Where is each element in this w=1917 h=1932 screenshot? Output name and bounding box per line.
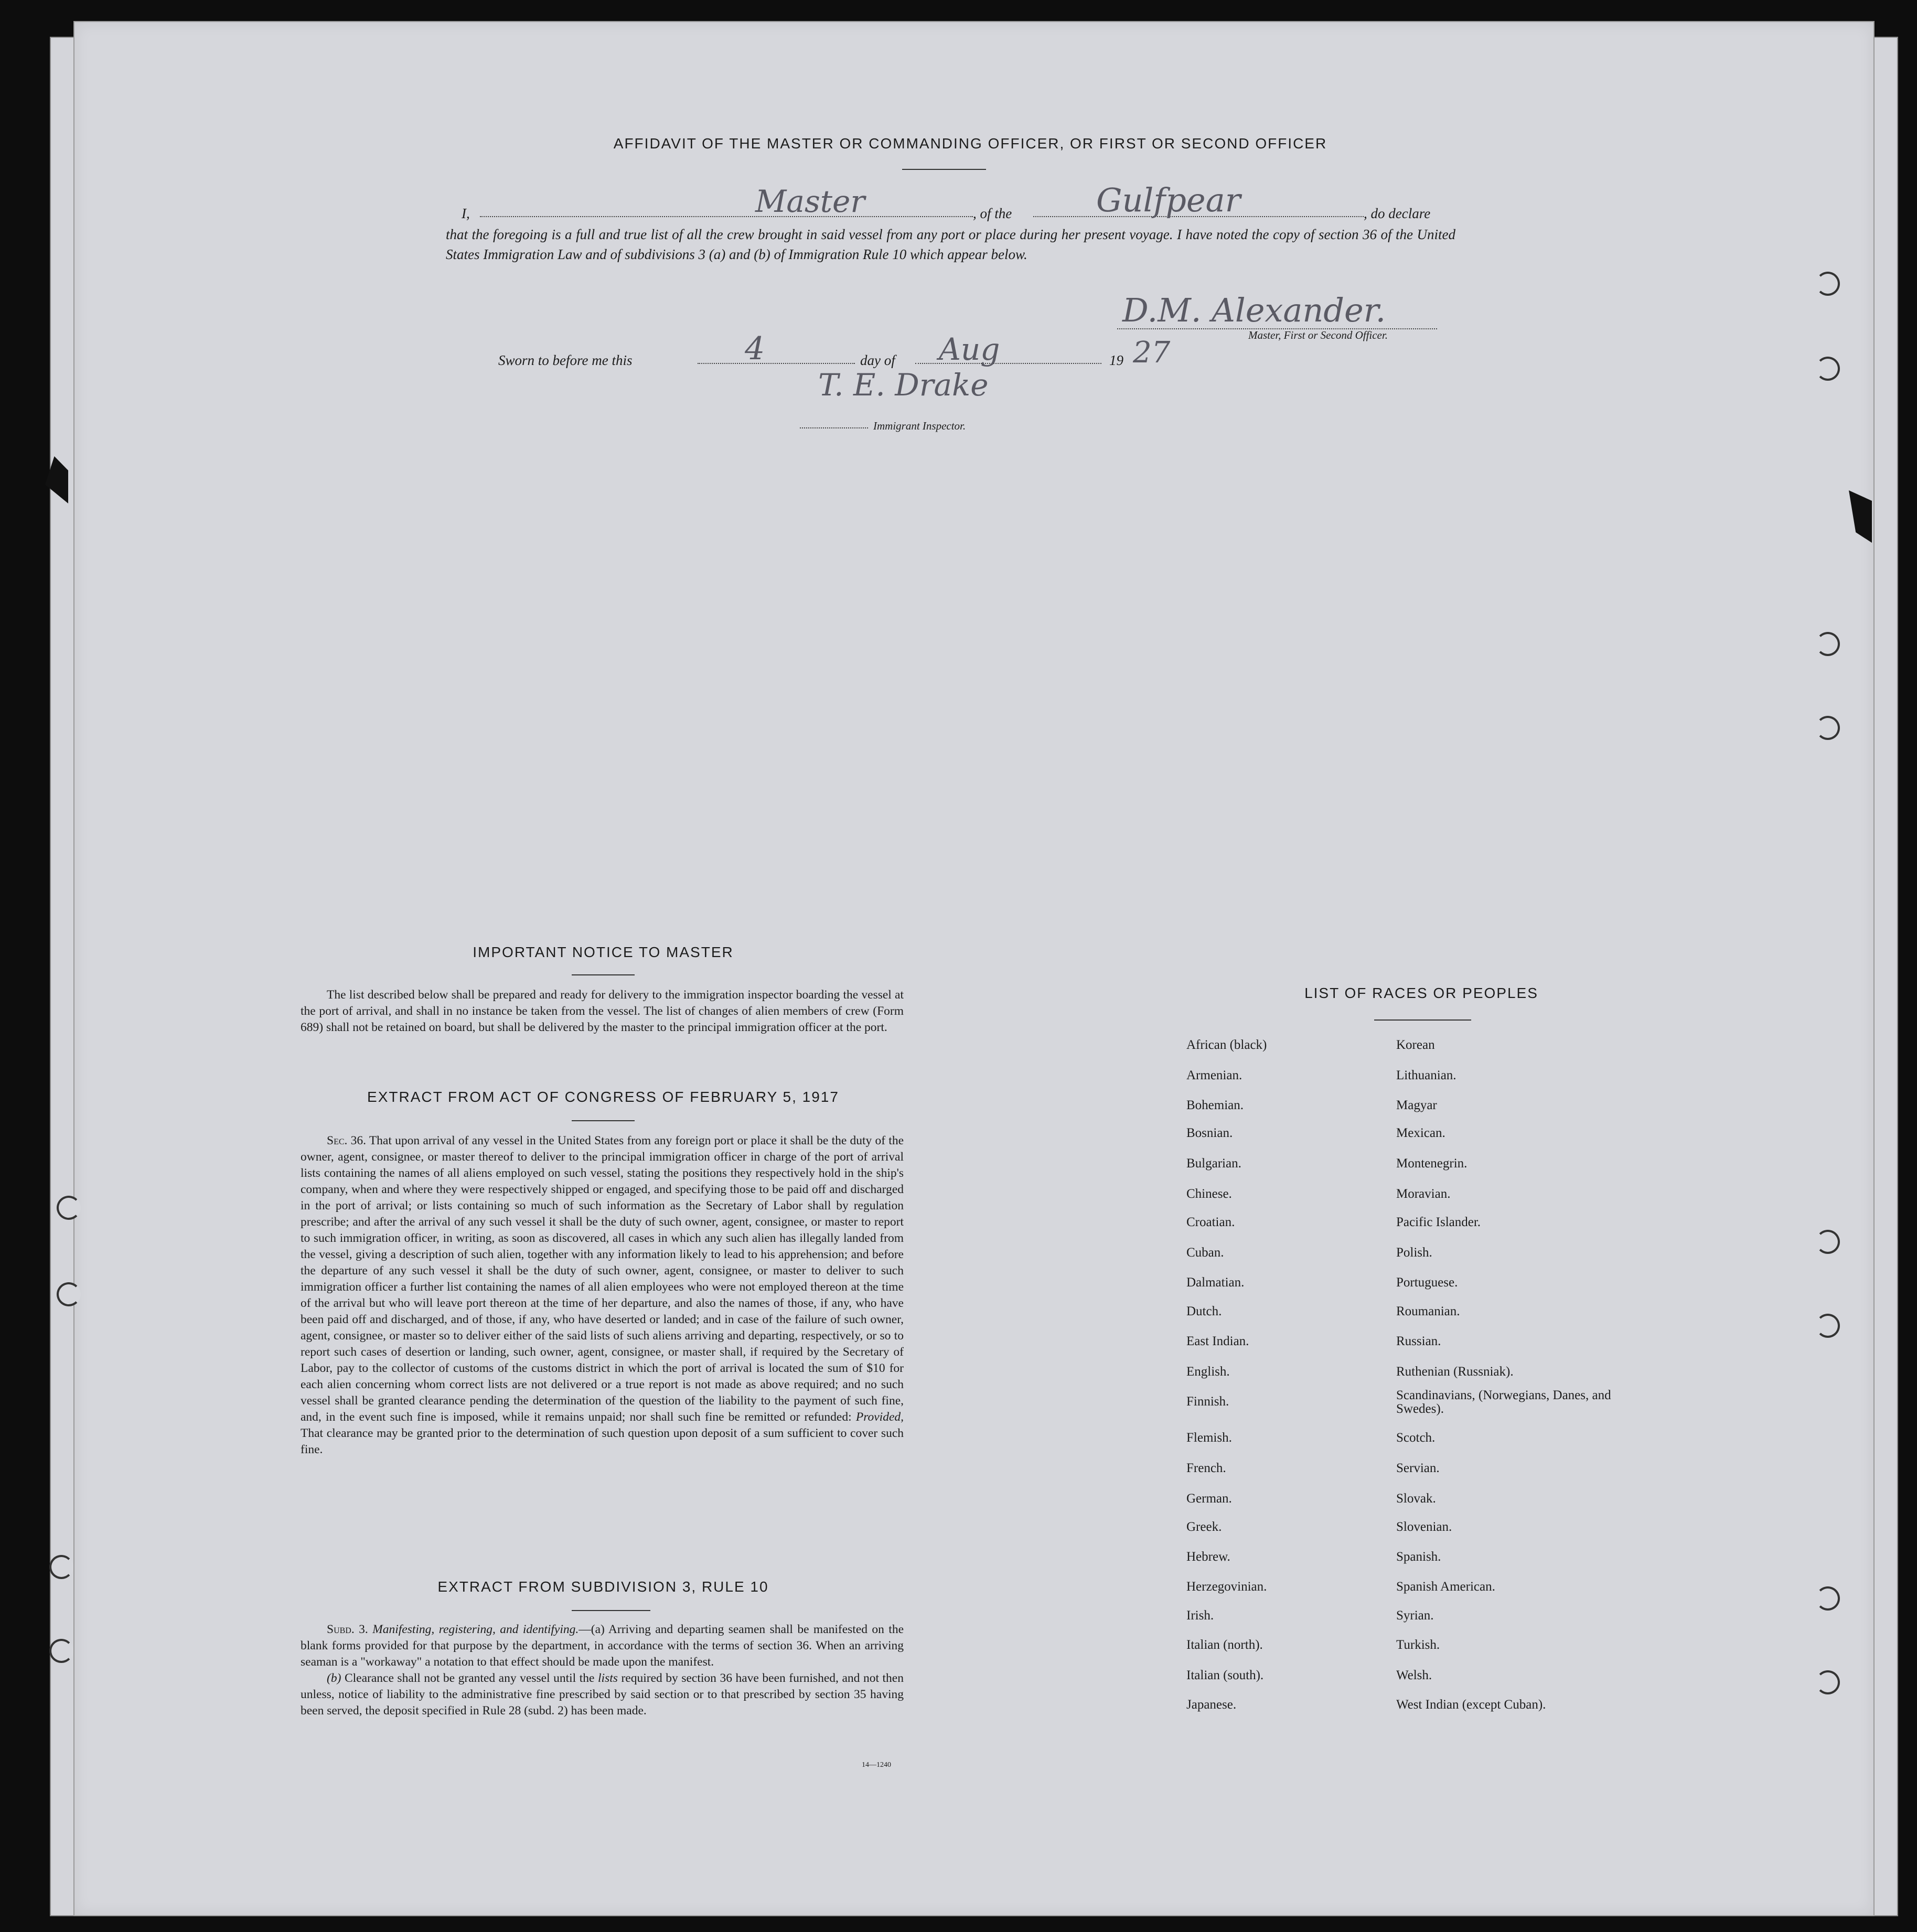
race-item: Italian (north).	[1186, 1638, 1263, 1652]
rule-b-lists: lists	[598, 1671, 618, 1685]
race-item: Lithuanian.	[1396, 1068, 1457, 1082]
rule-b-text-2: required by section 36 have been furnished, and not then unless, notice of liability to the administrative fine prescribed by said section or to that prescribed by section 35 having been served, the deposit specified in Rule 28 (subd. 2) has been made.	[301, 1671, 904, 1718]
punch-hole	[49, 1555, 73, 1579]
race-item: Moravian.	[1396, 1187, 1451, 1201]
race-item: Croatian.	[1186, 1215, 1235, 1229]
race-item: Magyar	[1396, 1098, 1437, 1112]
notice-paragraph: The list described below shall be prepared and ready for delivery to the immigration inspector boarding the vessel at the port of arrival, and shall in no instance be taken from the vessel. The list of changes of alien members of crew (Form 689) shall not be retained on board, but shall be delivered by the master to the principal immigration officer at the port.	[301, 988, 904, 1034]
punch-hole	[1816, 1670, 1840, 1694]
race-item: Japanese.	[1186, 1698, 1237, 1712]
inspector-line[interactable]	[800, 427, 868, 428]
race-item: African (black)	[1186, 1038, 1267, 1052]
race-item: Ruthenian (Russniak).	[1396, 1365, 1514, 1379]
handwritten-vessel: Gulfpear	[1096, 181, 1241, 219]
affidavit-i-label: I,	[462, 206, 470, 221]
race-item: Syrian.	[1396, 1608, 1434, 1623]
day-of-label: day of	[860, 352, 895, 368]
race-item: Portuguese.	[1396, 1275, 1458, 1290]
races-rule	[1374, 1019, 1471, 1021]
race-item: Slovenian.	[1396, 1520, 1452, 1534]
title-rule	[902, 169, 986, 170]
race-item: Slovak.	[1396, 1491, 1436, 1506]
punch-hole	[1816, 1314, 1840, 1338]
race-item: Bohemian.	[1186, 1098, 1244, 1112]
punch-hole	[1816, 357, 1840, 381]
race-item: French.	[1186, 1461, 1226, 1475]
race-item: Chinese.	[1186, 1187, 1232, 1201]
rule-b-label: (b)	[327, 1671, 341, 1685]
affidavit-body: that the foregoing is a full and true list of all the crew brought in said vessel from any port or place during her present voyage. I have noted the copy of section 36 of the United States Immigration Law and of subdivisions 3 (a) and (b) of Immigration Rule 10 which appear below.	[446, 227, 1455, 262]
race-item: Flemish.	[1186, 1431, 1232, 1445]
act-rule	[572, 1120, 635, 1121]
signature-caption: Master, First or Second Officer.	[1248, 329, 1388, 341]
rank-field[interactable]	[480, 216, 973, 217]
rule-rule	[572, 1610, 650, 1611]
handwritten-month: Aug	[939, 331, 1000, 367]
race-item: Welsh.	[1396, 1668, 1432, 1682]
race-item: Mexican.	[1396, 1126, 1445, 1140]
notice-rule	[572, 974, 635, 975]
inspector-caption: Immigrant Inspector.	[873, 420, 966, 432]
race-item: Roumanian.	[1396, 1304, 1460, 1318]
race-item: Greek.	[1186, 1520, 1222, 1534]
race-item: English.	[1186, 1365, 1230, 1379]
notice-text	[301, 987, 904, 1036]
rule-a-text: —(a) Arriving and departing seamen shall be manifested on the blank forms provided for that purpose by the department, in accordance with the terms of section 36. When an arriving seaman is a "workaway" a notation to that effect should be made upon the manifest.	[301, 1623, 904, 1669]
punch-hole	[1816, 716, 1840, 740]
act-title: EXTRACT FROM ACT OF CONGRESS OF FEBRUARY 5, 1917	[367, 1089, 839, 1105]
master-signature: D.M. Alexander.	[1122, 291, 1386, 329]
punch-hole	[1816, 1586, 1840, 1611]
race-item: Polish.	[1396, 1246, 1432, 1260]
race-item: West Indian (except Cuban).	[1396, 1698, 1546, 1712]
handwritten-year: 27	[1133, 336, 1171, 370]
provided-word: Provided,	[855, 1410, 904, 1424]
race-item: Bulgarian.	[1186, 1156, 1241, 1171]
race-item: Irish.	[1186, 1608, 1214, 1623]
subd-heading: Manifesting, registering, and identifying.	[372, 1623, 579, 1636]
rule-b-text-1: Clearance shall not be granted any vessel until the	[344, 1671, 595, 1685]
race-item: Montenegrin.	[1396, 1156, 1468, 1171]
sec-label: Sec. 36.	[327, 1134, 366, 1147]
act-body: That upon arrival of any vessel in the United States from any foreign port or place it shall be the duty of the owner, agent, consignee, or master thereof to deliver to the principal immigration officer in charge of the port of arrival lists containing the names of all aliens employed on such vessel, stating the positions they respectively hold in the ship's company, when and where they were respectively shipped or engaged, and specifying those to be paid off and discharged in the port of arrival; or lists containing so much of such information as the Secretary of Labor shall by regulation prescribe; and after the arrival of any such vessel it shall be the duty of such owner, agent, consignee, or master to report to such immigration officer, in writing, as soon as discovered, all cases in which any such alien has illegally landed from the vessel, giving a description of such alien, together with any information likely to lead to his apprehension; and before the departure of any such vessel it shall be the duty of such owner, agent, consignee, or master to deliver to such immigration officer a further list containing the names of all alien employees who were not employed thereon at the time of the arrival but who will leave port thereon at the time of her departure, and also the names of those, if any, who have been paid off and discharged, and of those, if any, who have deserted or landed; and in case of the failure of such owner, agent, consignee, or master so to deliver either of the said lists of such aliens arriving and departing, respectively, or so to report such cases of desertion or landing, such owner, agent, consignee, or master shall, if required by the Secretary of Labor, pay to the collector of customs of the customs district in which the port of arrival is located the sum of $10 for each alien concerning whom correct lists are not delivered or a true report is not made as above required; and no such vessel shall be granted clearance pending the determination of the question of the liability to the payment of such fine, and, in the event such fine is imposed, while it remains unpaid; nor shall such fine be remitted or refunded:	[301, 1134, 904, 1424]
punch-hole	[1816, 1230, 1840, 1254]
race-item: Dutch.	[1186, 1304, 1222, 1318]
rule-text	[301, 1622, 904, 1719]
race-item: Scandinavians, (Norwegians, Danes, and Swedes).	[1396, 1388, 1611, 1416]
race-item: Italian (south).	[1186, 1668, 1264, 1682]
handwritten-day: 4	[745, 330, 765, 367]
race-item: Russian.	[1396, 1334, 1441, 1348]
race-item: Dalmatian.	[1186, 1275, 1245, 1290]
race-item: Armenian.	[1186, 1068, 1243, 1082]
race-item: Hebrew.	[1186, 1550, 1230, 1564]
race-item: Finnish.	[1186, 1394, 1229, 1409]
day-field[interactable]	[698, 363, 855, 364]
race-item: Turkish.	[1396, 1638, 1440, 1652]
punch-hole	[49, 1639, 73, 1663]
act-paragraph	[301, 1133, 904, 1458]
race-item: Servian.	[1396, 1461, 1440, 1475]
race-item: Spanish.	[1396, 1550, 1441, 1564]
punch-hole	[57, 1196, 81, 1220]
rule-title: EXTRACT FROM SUBDIVISION 3, RULE 10	[437, 1579, 769, 1595]
races-title: LIST OF RACES OR PEOPLES	[1304, 985, 1538, 1001]
punch-hole	[1816, 272, 1840, 296]
sworn-label: Sworn to before me this	[498, 352, 633, 368]
race-item: Herzegovinian.	[1186, 1580, 1267, 1594]
affidavit-title: AFFIDAVIT OF THE MASTER OR COMMANDING OFFICER, OR FIRST OR SECOND OFFICER	[613, 135, 1327, 152]
race-item: Scotch.	[1396, 1431, 1436, 1445]
handwritten-rank: Master	[755, 184, 865, 219]
punch-hole	[1816, 632, 1840, 656]
act-text	[301, 1133, 904, 1458]
race-item: German.	[1186, 1491, 1232, 1506]
subd-label: Subd. 3.	[327, 1623, 368, 1636]
race-item: Bosnian.	[1186, 1126, 1233, 1140]
punch-hole	[57, 1282, 81, 1306]
race-item: Korean	[1396, 1038, 1435, 1052]
year-prefix: 19	[1109, 352, 1123, 368]
race-item: East Indian.	[1186, 1334, 1249, 1348]
rule-a-paragraph	[301, 1622, 904, 1670]
race-item: Pacific Islander.	[1396, 1215, 1481, 1229]
inspector-signature: T. E. Drake	[818, 367, 989, 403]
of-the-label: , of the	[973, 206, 1012, 221]
notice-title: IMPORTANT NOTICE TO MASTER	[473, 944, 734, 960]
race-item: Cuban.	[1186, 1246, 1224, 1260]
rule-b-paragraph	[301, 1670, 904, 1719]
do-declare-label: , do declare	[1364, 206, 1431, 221]
form-number: 14—1240	[862, 1761, 891, 1769]
act-body-end: That clearance may be granted prior to the determination of such question upon deposit of a sum sufficient to cover such fine.	[301, 1426, 904, 1456]
race-item: Spanish American.	[1396, 1580, 1495, 1594]
